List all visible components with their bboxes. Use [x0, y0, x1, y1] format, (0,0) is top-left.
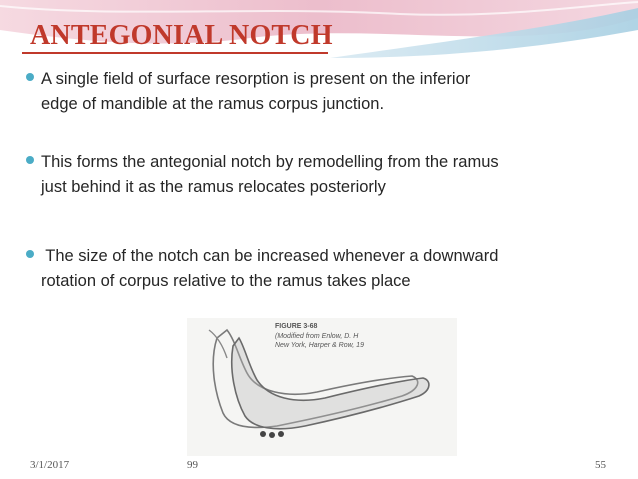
bullet-line: A single field of surface resorption is present on the inferior	[41, 70, 471, 88]
footer-page-number: 55	[595, 459, 606, 471]
bullet-dot-icon	[26, 73, 34, 81]
bullet-text	[41, 67, 470, 117]
bullet-text	[41, 150, 499, 200]
bullet-item-3	[26, 244, 616, 294]
bullet-dot-icon	[26, 250, 34, 258]
figure-caption-line1: (Modified from Enlow, D. H	[275, 333, 359, 340]
bullet-line: This forms the antegonial notch by remodelling from the ramus	[41, 153, 499, 171]
bullet-dot-icon	[26, 156, 34, 164]
footer-center: 99	[187, 459, 198, 471]
bullet-item-2	[26, 150, 616, 200]
footer-date: 3/1/2017	[30, 459, 70, 471]
figure-caption-title: FIGURE 3-68	[275, 323, 318, 330]
bullet-line: The size of the notch can be increased whenever a downward	[41, 247, 499, 265]
bullet-line: edge of mandible at the ramus corpus junction.	[41, 95, 385, 113]
bullet-line: rotation of corpus relative to the ramus takes place	[41, 272, 411, 290]
bullet-line: just behind it as the ramus relocates posteriorly	[41, 178, 386, 196]
title-underline	[22, 52, 328, 54]
figure-caption-line2: New York, Harper & Row, 19	[275, 342, 364, 349]
bullet-item-1	[26, 67, 616, 117]
bullet-text	[41, 244, 498, 294]
mandible-diagram	[187, 318, 457, 456]
slide-title: ANTEGONIAL NOTCH	[30, 20, 333, 51]
mandible-figure	[187, 318, 457, 456]
